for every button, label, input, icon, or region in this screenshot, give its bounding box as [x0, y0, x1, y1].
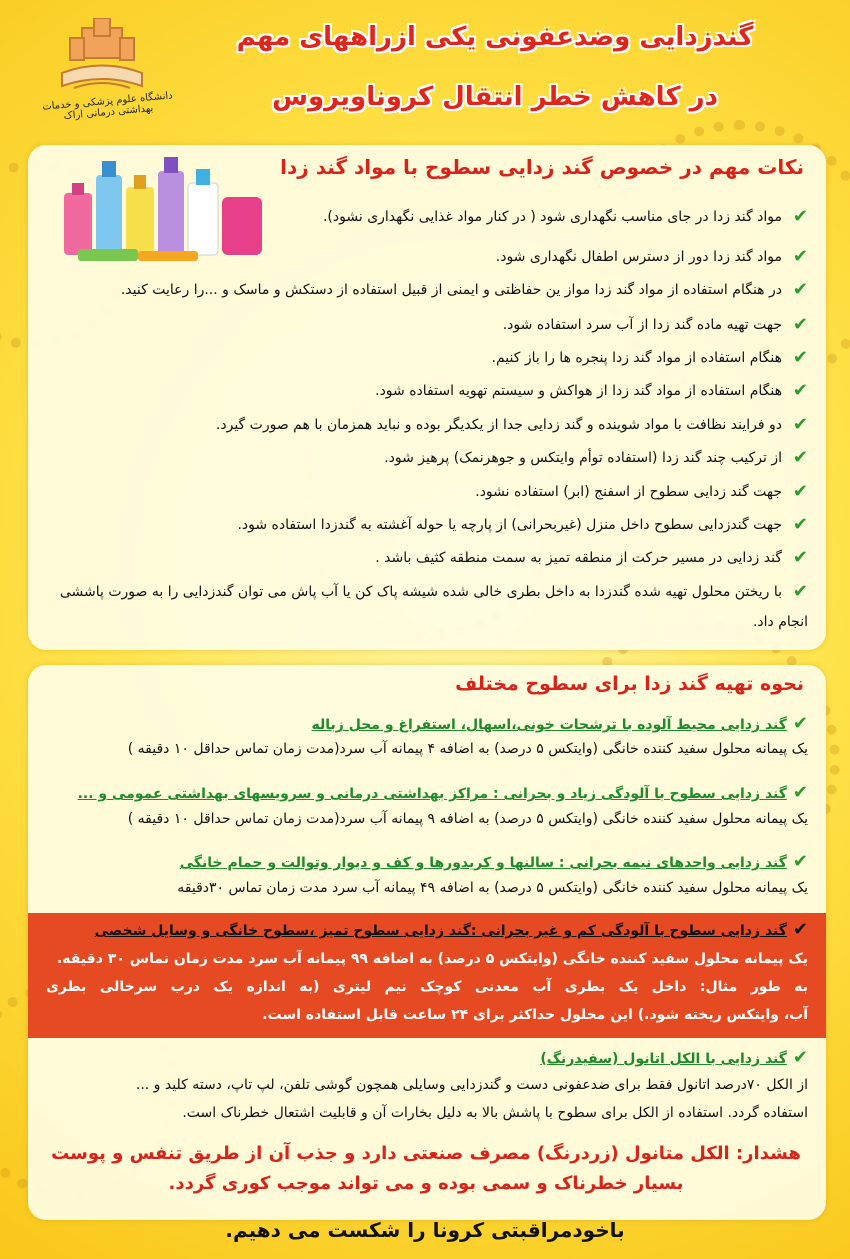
check-icon: ✔: [792, 919, 808, 940]
highlight-line: یک پیمانه محلول سفید کننده خانگی (وایتکس ۵ درصد) به اضافه ۹۹ پیمانه آب سرد مدت زمان تماس ۳۰ دقیقه.: [56, 951, 808, 967]
check-icon: ✔: [792, 581, 808, 602]
preparation-title: نحوه تهیه گند زدا برای سطوح مختلف: [455, 673, 804, 695]
block-heading: [312, 713, 809, 734]
check-icon: ✔: [792, 246, 808, 267]
check-icon: ✔: [792, 514, 808, 535]
block-heading-text: گند زدایی محیط آلوده با ترشحات خونی،اسهال، استفراغ و محل زباله: [311, 717, 787, 733]
warning-line: بسیار خطرناک و سمی بوده و می تواند موجب کوری گردد.: [168, 1173, 684, 1194]
list-item: [492, 343, 809, 373]
header: [0, 0, 850, 140]
list-item-text: جهت تهیه ماده گند زدا از آب سرد استفاده شود.: [502, 317, 782, 333]
check-icon: ✔: [792, 547, 808, 568]
block-text: یک پیمانه محلول سفید کننده خانگی (وایتکس ۵ درصد) به اضافه ۴۹ پیمانه آب سرد مدت زمان تماس ۳۰دقیقه: [177, 880, 808, 896]
list-item-text: مواد گند زدا در جای مناسب نگهداری شود ( در کنار مواد غذایی نگهداری نشود).: [322, 209, 782, 225]
preparation-panel: [28, 665, 826, 1220]
page-title-line1: گندزدایی وضدعفونی یکی ازراههای مهم: [236, 22, 754, 52]
check-icon: ✔: [792, 782, 808, 803]
check-icon: ✔: [792, 481, 808, 502]
highlight-heading-text: گند زدایی سطوح با آلودگی کم و غیر بحرانی :گند زدایی سطوح تمیز ،سطوح خانگی و وسایل شخصی: [94, 923, 787, 939]
highlight-line: آب، وایتکس ریخته شود.) این محلول حداکثر برای ۲۴ ساعت قابل استفاده است.: [262, 1007, 808, 1023]
list-item-text: از ترکیب چند گند زدا (استفاده توأم وایتکس و جوهرنمک) پرهیز شود.: [384, 450, 782, 466]
highlight-band: [28, 913, 826, 1038]
alcohol-line: از الکل ۷۰درصد اتانول فقط برای ضدعفونی دست و گندزدایی وسایلی همچون گوشی تلفن، لپ تاپ، دسته کلید و ...: [135, 1077, 808, 1093]
check-icon: ✔: [792, 206, 808, 227]
check-icon: ✔: [792, 279, 808, 300]
check-icon: ✔: [792, 1047, 808, 1068]
highlight-heading: [95, 919, 808, 940]
alcohol-heading: [540, 1047, 808, 1068]
list-item: [475, 477, 808, 507]
list-item-text: جهت گندزدایی سطوح داخل منزل (غیربحرانی) از پارچه یا حوله آغشته به گندزدا استفاده شود.: [237, 517, 782, 533]
alcohol-line: استفاده گردد. استفاده از الکل برای سطوح با پاشش بالا به دلیل بخارات آن و قابلیت اشتعال خطرناک است.: [182, 1105, 808, 1121]
block-heading-text: گند زدایی واحدهای نیمه بحرانی : سالنها و کریدورها و کف و دیوار وتوالت و حمام خانگی: [179, 855, 787, 871]
tips-title: نکات مهم در خصوص گند زدایی سطوح با مواد گند زدا: [280, 155, 804, 179]
block-heading-text: گند زدایی سطوح با آلودگی زیاد و بحرانی : مراکز بهداشتی درمانی و سرویسهای بهداشتی عمومی و ...: [77, 786, 787, 802]
list-item-text: با ریختن محلول تهیه شده گندزدا به داخل بطری خالی شده شیشه پاک کن یا آب پاش می توان گندزدایی را به صورت پاششی انجام داد.: [59, 584, 808, 630]
page-title-line2: در کاهش خطر انتقال کروناویروس: [272, 82, 718, 112]
block-text: یک پیمانه محلول سفید کننده خانگی (وایتکس ۵ درصد) به اضافه ۴ پیمانه آب سرد(مدت زمان تماس حداقل ۱۰ دقیقه ): [127, 741, 808, 757]
list-item: [237, 510, 808, 540]
list-item: [375, 543, 808, 573]
list-item: [503, 310, 808, 340]
check-icon: ✔: [792, 447, 808, 468]
check-icon: ✔: [792, 851, 808, 872]
list-item: [216, 410, 808, 440]
list-item: [496, 242, 808, 272]
tips-panel: [28, 145, 826, 650]
check-icon: ✔: [792, 380, 808, 401]
university-logo: [52, 18, 152, 98]
list-item-text: هنگام استفاده از مواد گند زدا پنجره ها را باز کنیم.: [491, 350, 782, 366]
list-item: [384, 443, 808, 473]
list-item: [121, 275, 808, 305]
check-icon: ✔: [792, 347, 808, 368]
list-item-text: دو فرایند نظافت با مواد شوینده و گند زدایی جدا از یکدیگر بوده و نباید همزمان با هم صورت گیرد.: [215, 417, 782, 433]
list-item: [375, 376, 808, 406]
check-icon: ✔: [792, 414, 808, 435]
list-item-text: هنگام استفاده از مواد گند زدا از هواکش و سیستم تهویه استفاده شود.: [375, 383, 782, 399]
list-item: [48, 577, 808, 637]
alcohol-heading-text: گند زدایی با الکل اتانول (سفیدرنگ): [540, 1051, 787, 1067]
highlight-line: به طور مثال: داخل یک بطری آب معدنی کوچک نیم لیتری (به اندازه یک درب سرخالی بطری: [46, 979, 808, 995]
list-item: [323, 202, 808, 232]
block-text: یک پیمانه محلول سفید کننده خانگی (وایتکس ۵ درصد) به اضافه ۹ پیمانه آب سرد(مدت زمان تماس حداقل ۱۰ دقیقه ): [127, 811, 808, 827]
check-icon: ✔: [792, 314, 808, 335]
block-heading: [180, 851, 808, 872]
list-item-text: مواد گند زدا دور از دسترس اطفال نگهداری شود.: [495, 249, 782, 265]
cleaning-products-image: [58, 153, 268, 265]
footer-slogan: باخودمراقبتی کرونا را شکست می دهیم.: [225, 1218, 625, 1242]
warning-line: هشدار: الکل متانول (زردرنگ) مصرف صنعتی دارد و جذب آن از طریق تنفس و پوست: [51, 1143, 801, 1164]
list-item-text: جهت گند زدایی سطوح از اسفنج (ابر) استفاده نشود.: [475, 484, 782, 500]
list-item-text: در هنگام استفاده از مواد گند زدا مواز ین حفاظتی و ایمنی از قبیل استفاده از دستکش و ماسک و ...را رعایت کنید.: [120, 282, 782, 298]
university-name: دانشگاه علوم پزشکی و خدمات بهداشتی درمانی اراک: [41, 90, 174, 122]
block-heading: [78, 782, 808, 803]
list-item-text: گند زدایی در مسیر حرکت از منطقه تمیز به سمت منطقه کثیف باشد .: [375, 550, 782, 566]
check-icon: ✔: [792, 713, 808, 734]
